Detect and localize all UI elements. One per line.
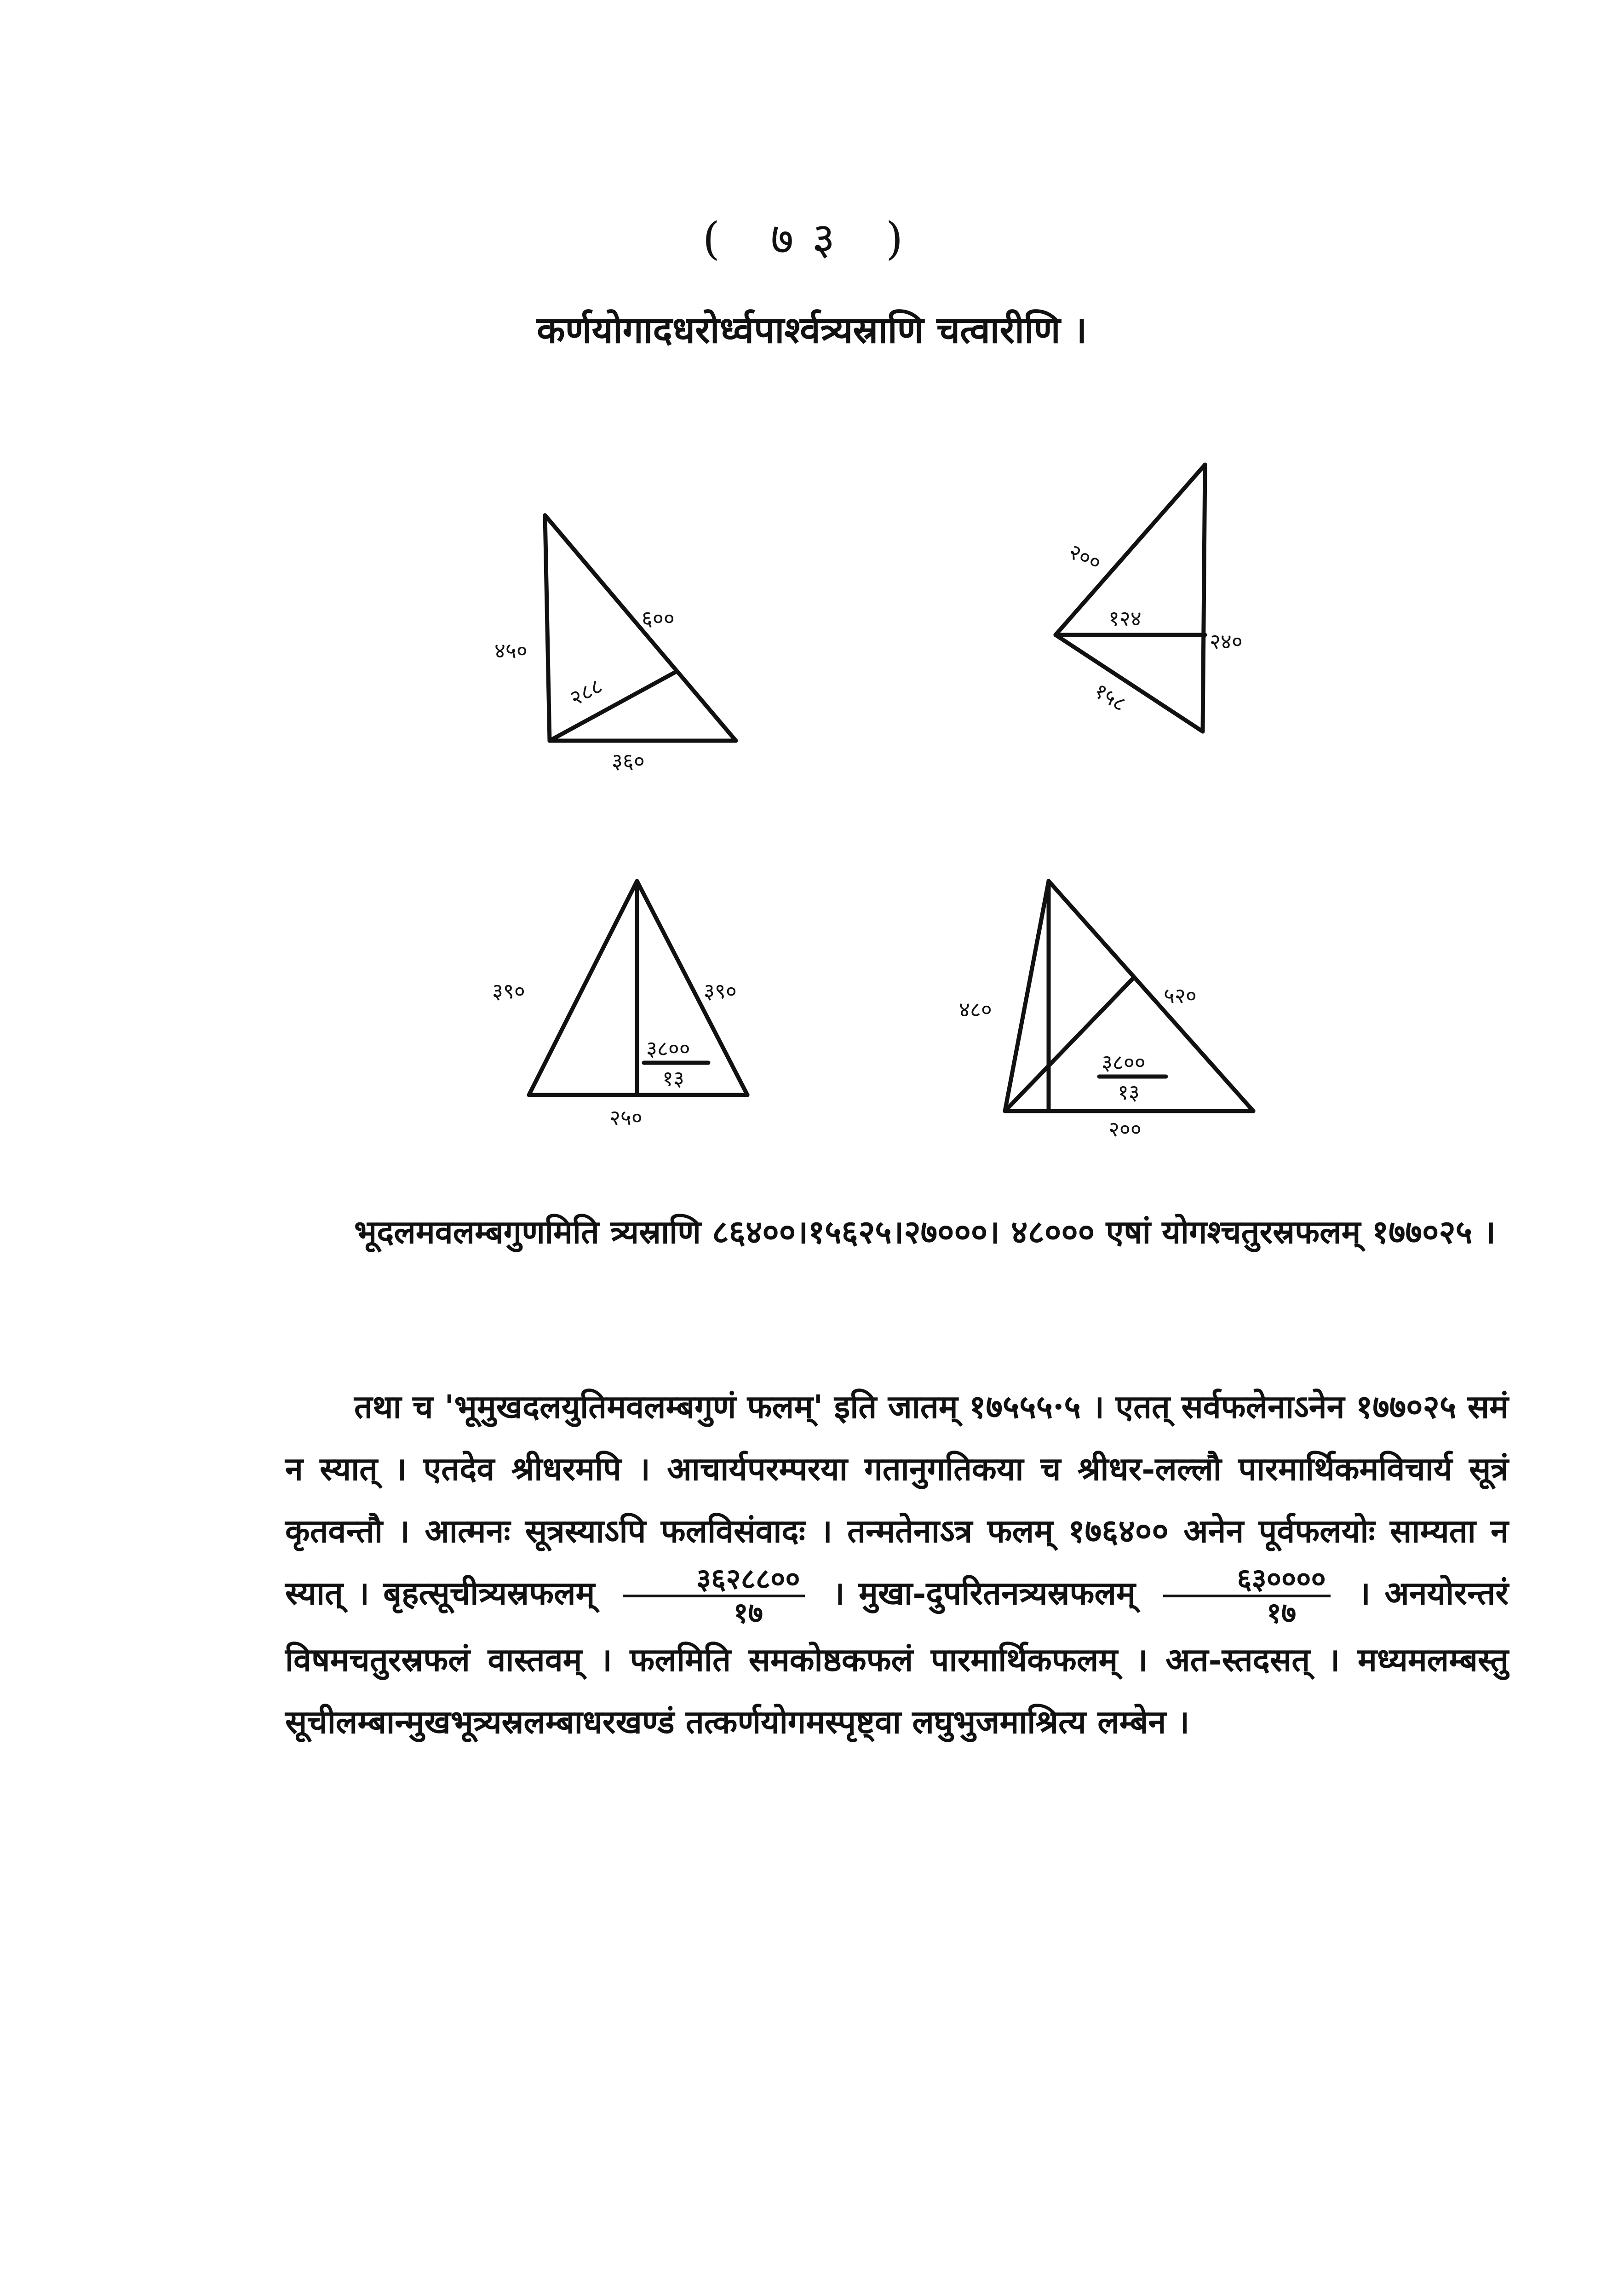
paragraph-1 <box>285 1201 1509 1263</box>
page-heading: कर्णयोगादधरोर्ध्वपार्श्वत्र्यस्राणि चत्वारीणि । <box>537 308 1087 351</box>
fig1-label-left: ४५० <box>494 638 528 663</box>
fraction-2 <box>1163 1563 1330 1629</box>
fig1-label-inner: २८८ <box>565 673 607 711</box>
fig2-label-top: २०० <box>1065 539 1106 576</box>
fig4-left-side <box>1005 881 1049 1111</box>
fig3-left-side <box>529 881 637 1095</box>
fig4-label-base: २०० <box>1108 1117 1142 1141</box>
paragraph-1-text: भूदलमवलम्बगुणमिति त्र्यस्राणि ८६४००।१५६२५।२७०००। ४८००० एषां योगश्चतुरस्रफलम् १७७०२५ । <box>354 1213 1496 1251</box>
fig3-label-left: ३९० <box>492 979 525 1003</box>
figure-1-right-triangle <box>494 515 736 773</box>
fig2-lower-side <box>1056 635 1203 732</box>
fig3-frac-den: १३ <box>662 1066 684 1091</box>
paragraph-2 <box>285 1376 1509 1753</box>
fig1-vertical-side <box>545 515 550 741</box>
fraction-2-denominator: १७ <box>1266 1596 1297 1630</box>
fig3-label-base: २५० <box>609 1105 643 1130</box>
fig1-label-base: ३६० <box>612 749 645 773</box>
figure-2-right-triangle <box>1056 465 1243 732</box>
triangle-diagrams <box>0 414 1624 1196</box>
fig2-label-right: २४० <box>1210 629 1243 654</box>
figure-4-triangle <box>959 881 1253 1141</box>
fig2-label-bottom: १५८ <box>1090 678 1131 717</box>
fig4-frac-den: १३ <box>1118 1080 1140 1105</box>
fig2-vertical-side <box>1203 465 1205 732</box>
fig1-label-hyp: ६०० <box>642 606 675 631</box>
paragraph-2-text-a: तथा च 'भूमुखदलयुतिमवलम्बगुणं फलम्' इति जातम् १७५५५·५ । एतत् सर्वफलेनाऽनेन १७७०२५ समं न स्यात् । एतदेव श्रीधरमपि । आचार्यपरम्परया गतानुगतिकया च श्रीधर-लल्लौ पारमार्थिकमविचार्य सूत्रं कृतवन्तौ । आत्मनः सूत्रस्याऽपि फलविसंवादः । तन्मतेनाऽत्र फलम् १७६४०० अनेन पूर्वफलयोः साम्यता न स्यात् । बृहत्सूचीत्र्यस्रफलम् <box>285 1388 1509 1612</box>
fraction-1 <box>623 1563 805 1629</box>
fig2-label-middle: १२४ <box>1108 606 1142 631</box>
fraction-1-denominator: १७ <box>733 1596 763 1630</box>
fig4-frac-num: ३८०० <box>1102 1050 1146 1075</box>
paragraph-2-text-c: । अनयोरन्तरं विषमचतुरस्रफलं वास्तवम् । फलमिति समकोष्ठकफलं पारमार्थिकफलम् । अत-स्तदसत् । मध्यमलम्बस्तु सूचीलम्बान्मुखभूत्र्यस्रलम्बाधरखण्डं तत्कर्णयोगमस्पृष्ट्वा लघुभुजमाश्रित्य लम्बेन । <box>285 1574 1509 1741</box>
figure-3-isosceles-triangle <box>492 881 747 1130</box>
fig3-frac-num: ३८०० <box>646 1036 690 1061</box>
fig4-label-right: ५२० <box>1164 983 1197 1008</box>
fig4-inner-line <box>1005 978 1134 1111</box>
fig1-hypotenuse <box>545 515 736 741</box>
fraction-2-numerator: ६३०००० <box>1163 1563 1330 1597</box>
paragraph-2-text-b: । मुखा-दुपरितनत्र्यस्रफलम् <box>832 1574 1136 1612</box>
fig4-label-left: ४८० <box>959 997 992 1022</box>
page-number: ( ७३ ) <box>702 213 922 265</box>
fig1-altitude <box>550 672 676 741</box>
fig3-label-right: ३९० <box>704 979 737 1003</box>
fraction-1-numerator: ३६२८८०० <box>623 1563 805 1597</box>
